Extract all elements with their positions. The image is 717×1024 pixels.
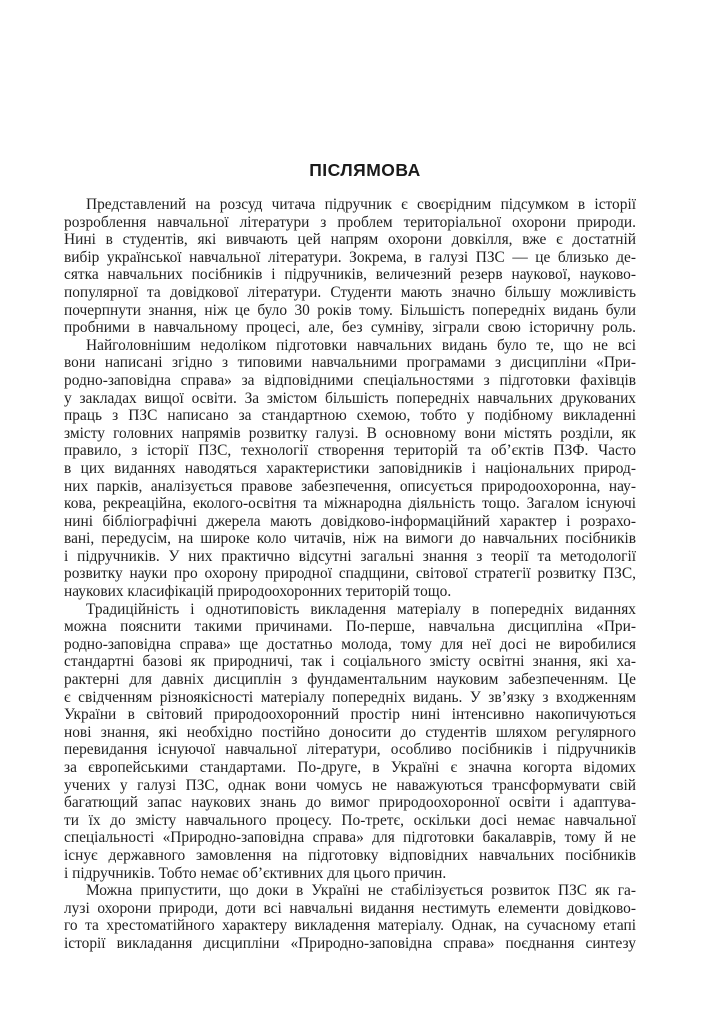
- paragraph-1: [64, 196, 636, 337]
- text-line: і підручників. Тобто немає об’єктивних для цього причин.: [64, 864, 447, 882]
- text-line: вибір української навчальної літератури. Зокрема, в галузі ПЗС — це близько де-: [64, 248, 636, 266]
- paragraph-4: [64, 882, 636, 952]
- text-line: можна пояснити такими причинами. По-перше, навчальна дисципліна «При-: [64, 618, 636, 636]
- paragraph-3: [64, 601, 636, 883]
- text-line: перевидання існуючої навчальної літератури, особливо посібників і підручників: [64, 741, 636, 759]
- text-line: є свідченням різноякісності матеріалу попередніх видань. У зв’язку з входженням: [64, 688, 636, 706]
- text-line: Представлений на розсуд читача підручник є своєрідним підсумком в історії: [86, 196, 636, 213]
- text-line: нині бібліографічні джерела мають довідково-інформаційний характер і розрахо-: [64, 512, 636, 530]
- text-line: наукових класифікацій природоохоронних територій тощо.: [64, 583, 452, 601]
- text-line: кова, рекреаційна, еколого-освітня та міжнародна діяльність тощо. Загалом існуючі: [64, 495, 636, 513]
- text-line: правило, з історії ПЗС, технології створення територій та об’єктів ПЗФ. Часто: [64, 442, 636, 460]
- text-line: Нині в студентів, які вивчають цей напрям охорони довкілля, вже є достатній: [64, 231, 636, 249]
- text-line: них парків, аналізується правове забезпечення, описується природоохоронна, нау-: [64, 477, 636, 495]
- text-line: сятка навчальних посібників і підручників, величезний резерв наукової, науково-: [64, 266, 636, 284]
- text-line: і підручників. У них практично відсутні загальні знання з теорії та методології: [64, 547, 636, 565]
- text-line: Можна припустити, що доки в Україні не стабілізується розвиток ПЗС як га-: [86, 882, 636, 900]
- page-title: ПІСЛЯМОВА: [309, 160, 421, 180]
- text-line: історії викладання дисципліни «Природно-заповідна справа» поєднання синтезу: [64, 934, 636, 952]
- page-content: [64, 160, 636, 953]
- text-line: України в світовий природоохоронний простір нині інтенсивно накопичуються: [64, 706, 636, 724]
- text-line: розвитку науки про охорону природної спадщини, світової стратегії розвитку ПЗС,: [64, 565, 636, 583]
- text-line: праць з ПЗС написано за стандартною схемою, тобто у подібному викладенні: [64, 407, 636, 425]
- text-line: змісту головних напрямів розвитку галузі. В основному вони містять розділи, як: [64, 424, 636, 442]
- text-line: Традиційність і однотиповість викладення матеріалу в попередніх виданнях: [86, 600, 636, 618]
- paragraph-2: [64, 337, 636, 601]
- text-line: стандартні базові як природничі, так і соціального змісту освітні знання, які ха-: [64, 653, 636, 671]
- text-line: Найголовнішим недоліком підготовки навчальних видань було те, що не всі: [86, 336, 636, 354]
- text-line: у закладах вищої освіти. За змістом більшість попередніх навчальних друкованих: [64, 389, 636, 407]
- text-line: нові знання, які необхідно постійно доносити до студентів шляхом регулярного: [64, 723, 636, 741]
- text-line: спеціальності «Природно-заповідна справа» для підготовки бакалаврів, тому й не: [64, 829, 636, 847]
- text-line: родно-заповідна справа» ще достатньо молода, тому для неї досі не виробилися: [64, 635, 636, 653]
- text-line: існує державного замовлення на підготовку відповідних навчальних посібників: [64, 846, 636, 864]
- text-line: ти їх до змісту навчального процесу. По-третє, оскільки досі немає навчальної: [64, 811, 636, 829]
- text-line: вані, передусім, на широке коло читачів, ніж на вимоги до навчальних посібників: [64, 530, 636, 548]
- text-line: вони написані згідно з типовими навчальними програмами з дисципліни «При-: [64, 354, 636, 372]
- text-line: багатющий запас наукових знань до вимог природоохоронної освіти і адаптува-: [64, 794, 636, 812]
- text-line: рактерні для давніх дисциплін з фундаментальним науковим забезпеченням. Це: [64, 671, 636, 689]
- text-line: за європейськими стандартами. По-друге, в Україні є значна когорта відомих: [64, 759, 636, 776]
- text-line: почерпнути знання, ніж це було 30 років тому. Більшість попередніх видань були: [64, 301, 636, 319]
- text-line: го та хрестоматійного характеру викладення матеріалу. Однак, на сучасному етапі: [64, 917, 636, 935]
- text-line: лузі охорони природи, доти всі навчальні видання нестимуть елементи довідково-: [64, 899, 636, 917]
- text-line: пробними в навчальному процесі, але, без сумніву, зіграли свою історичну роль.: [64, 319, 636, 337]
- text-line: в цих виданнях наводяться характеристики заповідників і національних природ-: [64, 459, 636, 477]
- text-line: популярної та довідкової літератури. Студенти мають значно більшу можливість: [64, 283, 636, 301]
- text-line: розроблення навчальної літератури з проблем територіальної охорони природи.: [64, 213, 636, 231]
- text-line: родно-заповідна справа» за відповідними спеціальностями з підготовки фахівців: [64, 371, 636, 389]
- text-line: учених у галузі ПЗС, однак вони чомусь не наважуються трансформувати свій: [64, 776, 636, 794]
